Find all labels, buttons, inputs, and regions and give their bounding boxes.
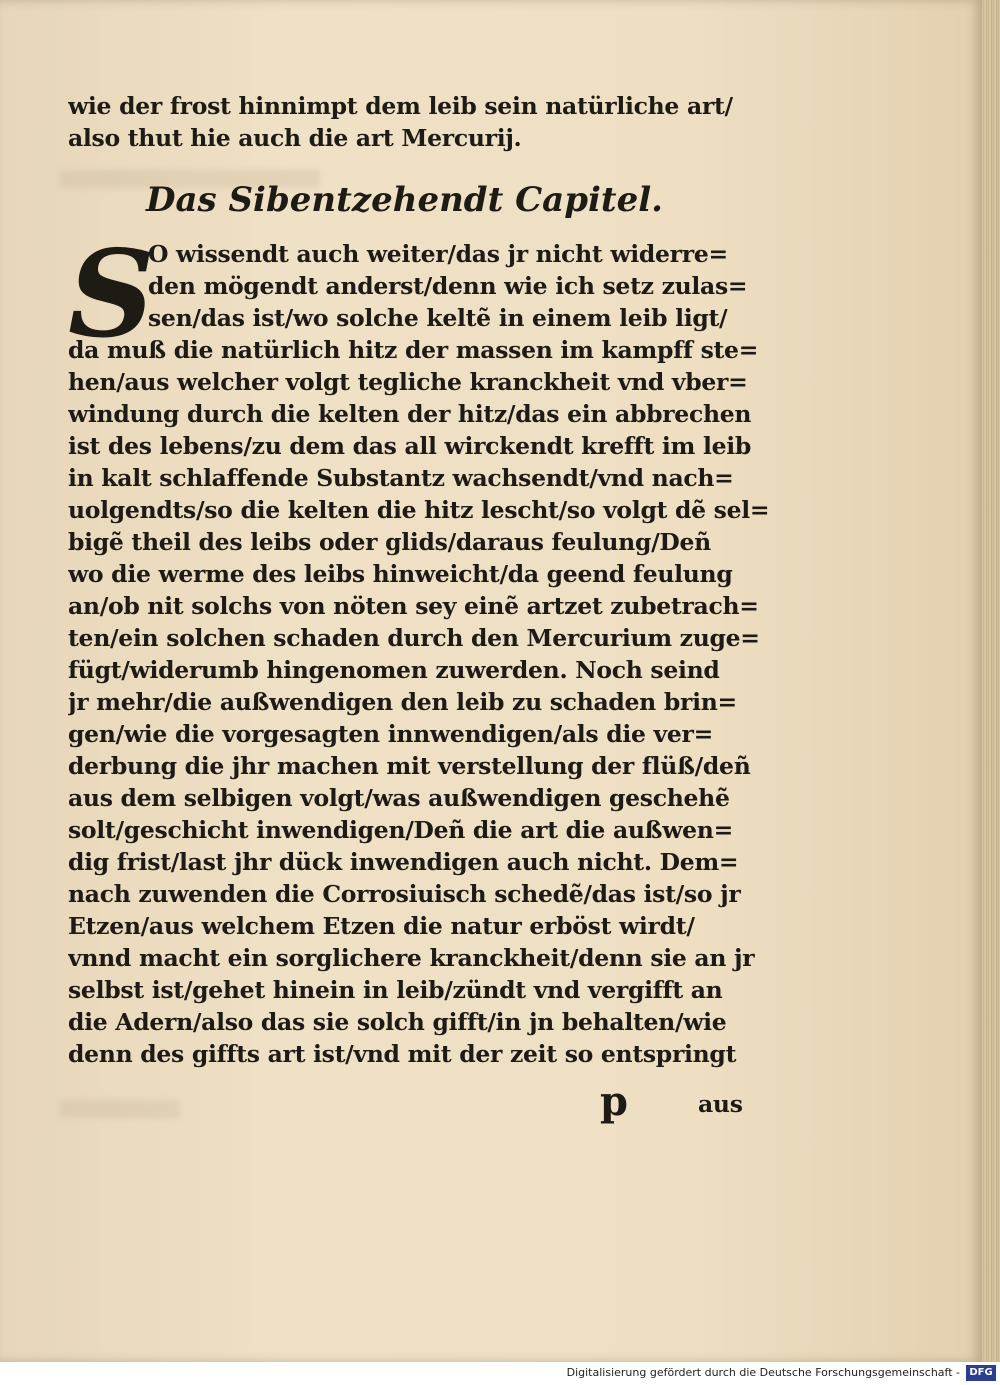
page-edge [982, 0, 1000, 1362]
decorated-initial: S [68, 224, 155, 365]
text-line: bigẽ theil des leibs oder glids/daraus feulung/Deñ [68, 528, 711, 556]
text-line: an/ob nit solchs von nöten sey einẽ artzet zubetrach= [68, 592, 759, 620]
text-line: ist des lebens/zu dem das all wirckendt krefft im leib [68, 432, 752, 460]
credit-bar [0, 1362, 1000, 1385]
text-line: hen/aus welcher volgt tegliche kranckheit vnd vber= [68, 368, 748, 396]
page-text [68, 90, 773, 1126]
text-line: jr mehr/die außwendigen den leib zu schaden brin= [68, 688, 737, 716]
text-line: sen/das ist/wo solche keltẽ in einem leib ligt/ [148, 304, 728, 332]
text-line: windung durch die kelten der hitz/das ein abbrechen [68, 400, 752, 428]
text-line: nach zuwenden die Corrosiuisch schedẽ/das ist/so jr [68, 880, 741, 908]
page-footer [68, 1078, 773, 1126]
chapter-body [68, 224, 773, 1070]
text-line: wie der frost hinnimpt dem leib sein natürliche art/ [68, 92, 733, 120]
text-line: uolgendts/so die kelten die hitz lescht/so volgt dẽ sel= [68, 496, 770, 524]
text-line: aus dem selbigen volgt/was außwendigen geschehẽ [68, 784, 730, 812]
signature-mark: p [600, 1078, 628, 1125]
catchword: aus [698, 1090, 743, 1118]
text-line: wo die werme des leibs hinweicht/da geend feulung [68, 560, 733, 588]
text-line: dig frist/last jhr dück inwendigen auch nicht. Dem= [68, 848, 739, 876]
text-line: selbst ist/gehet hinein in leib/zündt vnd vergifft an [68, 976, 723, 1004]
text-line: derbung die jhr machen mit verstellung der flüß/deñ [68, 752, 751, 780]
text-line: gen/wie die vorgesagten innwendigen/als die ver= [68, 720, 714, 748]
text-line: solt/geschicht inwendigen/Deñ die art die außwen= [68, 816, 733, 844]
text-line: O wissendt auch weiter/das jr nicht widerre= [148, 240, 728, 268]
text-line: vnnd macht ein sorglichere kranckheit/denn sie an jr [68, 944, 755, 972]
text-line: den mögendt anderst/denn wie ich setz zulas= [148, 272, 748, 300]
text-line: Etzen/aus welchem Etzen die natur erböst wirdt/ [68, 912, 695, 940]
funding-credit: Digitalisierung gefördert durch die Deutsche Forschungsgemeinschaft - [566, 1366, 960, 1379]
dfg-logo: DFG [966, 1365, 996, 1381]
text-line: also thut hie auch die art Mercurij. [68, 124, 522, 152]
text-line: die Adern/also das sie solch gifft/in jn behalten/wie [68, 1008, 727, 1036]
text-line: in kalt schlaffende Substantz wachsendt/vnd nach= [68, 464, 734, 492]
text-line: fügt/widerumb hingenomen zuwerden. Noch seind [68, 656, 720, 684]
text-line: denn des giffts art ist/vnd mit der zeit so entspringt [68, 1040, 737, 1068]
chapter-heading: Das Sibentzehendt Capitel. [146, 180, 663, 220]
text-line: ten/ein solchen schaden durch den Mercurium zuge= [68, 624, 760, 652]
text-line: da muß die natürlich hitz der massen im kampff ste= [68, 336, 759, 364]
